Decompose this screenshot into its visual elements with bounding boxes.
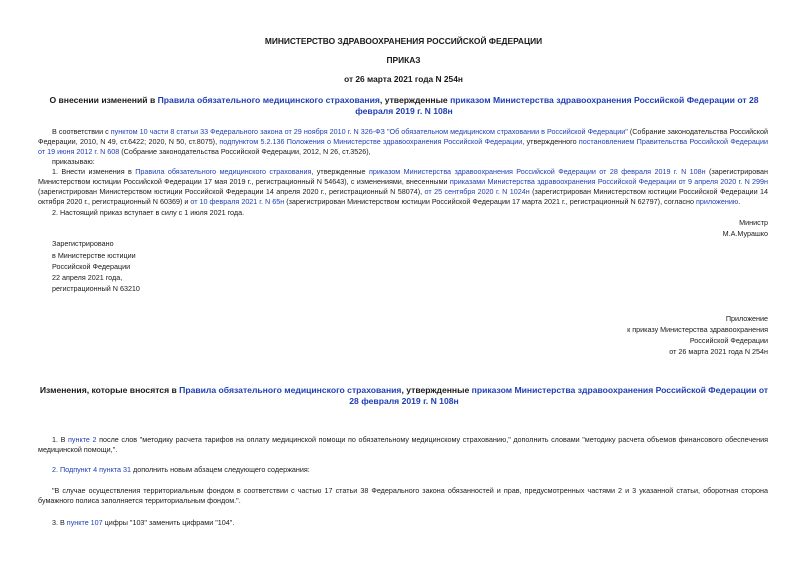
order-item-2: 2. Настоящий приказ вступает в силу с 1 июля 2021 года.: [52, 208, 245, 217]
link-order-1024n[interactable]: от 25 сентября 2020 г. N 1024н: [424, 187, 530, 196]
signature-role: Министр: [739, 218, 768, 227]
change-item-2: [52, 465, 310, 475]
changes-title: [38, 385, 770, 407]
registration-line: регистрационный N 63210: [52, 284, 140, 293]
registration-line: Зарегистрировано: [52, 239, 114, 248]
link-point-2[interactable]: пункте 2: [68, 435, 97, 444]
change-item-2-quote: "В случае осуществления территориальным фондом в соответствии с частью 17 статьи 38 Федерального закона обязанностей и прав, предусмотренных частями 2 и 3 указанной статьи, оборотная сторона бумажного полиса заполняется территориальным фондом.".: [38, 486, 768, 505]
item1-text-5: (зарегистрирован Министерством юстиции Российской Федерации 14 октября 2020 г., регистрационный N 60369) и: [38, 187, 768, 206]
changes-title-text: Изменения, которые вносятся в: [39, 385, 180, 395]
appendix-line: от 26 марта 2021 года N 254н: [669, 347, 768, 356]
link-federal-law[interactable]: пунктом 10 части 8 статьи 33 Федерального закона от 29 ноября 2010 г. N 326-ФЗ "Об обязательном медицинском страховании в Российской Федерации": [110, 127, 628, 136]
changes-title-link-order[interactable]: приказом Министерства здравоохранения Российской Федерации от 28 февраля 2019 г. N 108н: [349, 385, 769, 406]
preamble-text-2: (Собрание законодательства Российской Федерации, 2010, N 49, ст.6422; 2020, N 50, ст.8075),: [38, 127, 768, 146]
appendix-line: Российской Федерации: [689, 336, 768, 345]
change-item-1: [38, 435, 768, 455]
title-link-order[interactable]: приказом Министерства здравоохранения Российской Федерации от 28 февраля 2019 г. N 108н: [355, 95, 759, 116]
doc-type: ПРИКАЗ: [386, 55, 421, 65]
link-order-65n[interactable]: от 10 февраля 2021 г. N 65н: [190, 197, 285, 206]
link-government-decree[interactable]: постановлением Правительства Российской Федерации от 19 июня 2012 г. N 608: [38, 137, 768, 156]
change3-text-2: цифры "103" заменить цифрами "104".: [102, 518, 235, 527]
link-order-299n[interactable]: приказами Министерства здравоохранения Российской Федерации от 9 апреля 2020 г. N 299н: [449, 177, 768, 186]
item1-text-2: , утвержденные: [311, 167, 369, 176]
registration-line: Российской Федерации: [52, 262, 131, 271]
item1-text-7: .: [738, 197, 741, 206]
preamble-text-3: , утвержденного: [522, 137, 579, 146]
item1-text-4: (зарегистрирован Министерством юстиции Российской Федерации 14 апреля 2020 г., регистрационный N 58074),: [38, 187, 425, 196]
changes-title-text-2: , утвержденные: [401, 385, 472, 395]
registration-line: 22 апреля 2021 года,: [52, 273, 123, 282]
appendix-block: [500, 314, 768, 357]
title-link-rules[interactable]: Правила обязательного медицинского страхования: [157, 95, 380, 105]
change3-text: 3. В: [52, 518, 67, 527]
registration-line: в Министерстве юстиции: [52, 251, 136, 260]
appendix-line: Приложение: [725, 314, 768, 323]
order-title: [38, 95, 770, 117]
link-point-107[interactable]: пункте 107: [66, 518, 103, 527]
order-item-1: [38, 167, 768, 207]
ministry-header: МИНИСТЕРСТВО ЗДРАВООХРАНЕНИЯ РОССИЙСКОЙ ФЕДЕРАЦИИ: [264, 36, 543, 46]
order-word: приказываю:: [52, 157, 95, 166]
item1-text-6: (зарегистрирован Министерством юстиции Российской Федерации 17 марта 2021 г., регистрационный N 62797), согласно: [284, 197, 696, 206]
link-appendix[interactable]: приложению: [695, 197, 739, 206]
appendix-line: к приказу Министерства здравоохранения: [627, 325, 768, 334]
signature-name: М.А.Мурашко: [722, 229, 768, 238]
item1-text: 1. Внести изменения в: [52, 167, 136, 176]
doc-date: от 26 марта 2021 года N 254н: [344, 74, 463, 84]
preamble-text: В соответствии с: [52, 127, 111, 136]
link-order-108n[interactable]: приказом Министерства здравоохранения Российской Федерации от 28 февраля 2019 г. N 108н: [368, 167, 706, 176]
change1-text-2: после слов "методику расчета тарифов на оплату медицинской помощи по обязательному медицинскому страхованию," дополнить словами "методику расчета объемов финансового обеспечения медицинской помощи,".: [38, 435, 768, 454]
change1-text: 1. В: [52, 435, 69, 444]
changes-title-link-rules[interactable]: Правила обязательного медицинского страхования: [179, 385, 402, 395]
change-item-3: [52, 518, 234, 528]
preamble-text-4: (Собрание законодательства Российской Федерации, 2012, N 26, ст.3526),: [119, 147, 371, 156]
item1-text-3: (зарегистрирован Министерством юстиции Российской Федерации 17 мая 2019 г., регистрационный N 54643), с изменениями, внесенными: [38, 167, 768, 186]
link-regulation[interactable]: подпунктом 5.2.136 Положения о Министерстве здравоохранения Российской Федерации: [219, 137, 523, 146]
link-rules[interactable]: Правила обязательного медицинского страхования: [135, 167, 312, 176]
title-text: О внесении изменений в: [49, 95, 158, 105]
preamble: [38, 127, 768, 157]
change2-text: дополнить новым абзацем следующего содержания:: [131, 465, 310, 474]
title-text-2: , утвержденные: [379, 95, 451, 105]
registration-block: [52, 239, 140, 294]
link-subpoint-4-point-31[interactable]: 2. Подпункт 4 пункта 31: [52, 465, 132, 474]
